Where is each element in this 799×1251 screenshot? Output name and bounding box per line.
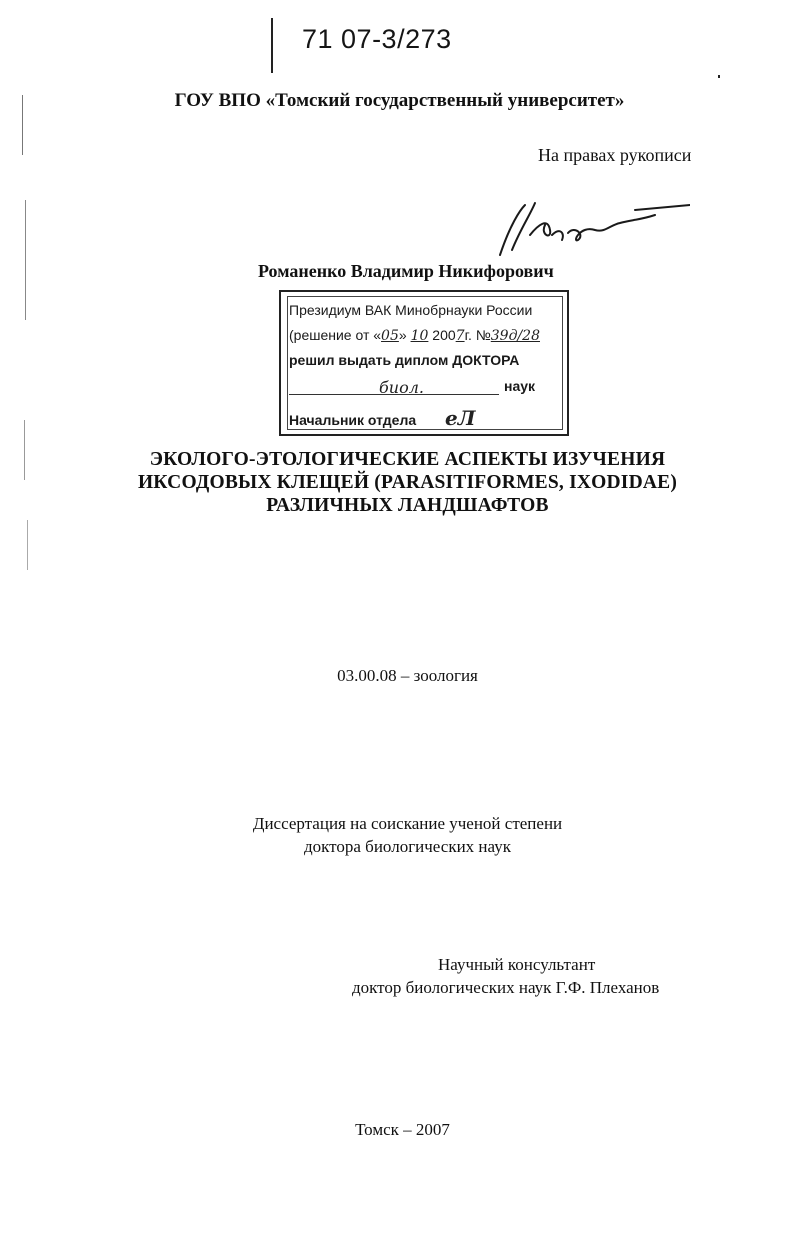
stamp-line-5 (289, 406, 475, 430)
city-year: Томск – 2007 (355, 1120, 450, 1139)
rights-notice: На правах рукописи (538, 145, 692, 165)
university-name: ГОУ ВПО «Томский государственный университет» (174, 90, 625, 111)
stamp-head-label: Начальник отдела (289, 412, 417, 428)
title-line-2: ИКСОДОВЫХ КЛЕЩЕЙ (PARASITIFORMES, IXODIDAE) (137, 472, 678, 493)
degree-line-1: Диссертация на соискание ученой степени (252, 814, 563, 833)
stamp-line-3: решил выдать диплом ДОКТОРА (289, 352, 520, 368)
stamp-text: г. № (464, 327, 491, 343)
stamp-text: 200 (432, 327, 456, 343)
stamp-line-1: Президиум ВАК Минобрнауки России (289, 302, 533, 318)
scan-margin-line (27, 520, 28, 570)
author-signature (490, 195, 690, 265)
scan-margin-line (25, 200, 26, 320)
stamp-field-suffix: наук (504, 378, 536, 394)
title-line-3: РАЗЛИЧНЫХ ЛАНДШАФТОВ (266, 495, 549, 516)
scan-speck (718, 75, 720, 78)
stamp-field-underline (289, 394, 499, 395)
archive-code: 71 07-3/273 (302, 24, 452, 54)
stamp-text: » (398, 327, 407, 343)
stamp-field-handwritten: биол. (379, 378, 424, 397)
stamp-day: 05 (381, 328, 399, 344)
degree-line-2: доктора биологических наук (304, 837, 511, 856)
specialty-code: 03.00.08 – зоология (337, 666, 478, 685)
stamp-month: 10 (410, 328, 429, 344)
scan-margin-line (271, 18, 273, 73)
consultant-name: доктор биологических наук Г.Ф. Плеханов (352, 978, 660, 997)
stamp-line-2 (289, 327, 540, 344)
stamp-year-digit: 7 (455, 328, 465, 344)
title-line-1: ЭКОЛОГО-ЭТОЛОГИЧЕСКИЕ АСПЕКТЫ ИЗУЧЕНИЯ (149, 449, 666, 470)
author-name: Романенко Владимир Никифорович (258, 261, 554, 281)
degree-statement (0, 812, 799, 858)
dissertation-title (0, 448, 799, 517)
stamp-decision-prefix: (решение от « (289, 327, 382, 343)
consultant-label: Научный консультант (438, 955, 596, 974)
vak-stamp (279, 290, 569, 436)
stamp-head-signature: еЛ (445, 406, 476, 430)
stamp-decision-number: 39д/28 (490, 328, 540, 344)
